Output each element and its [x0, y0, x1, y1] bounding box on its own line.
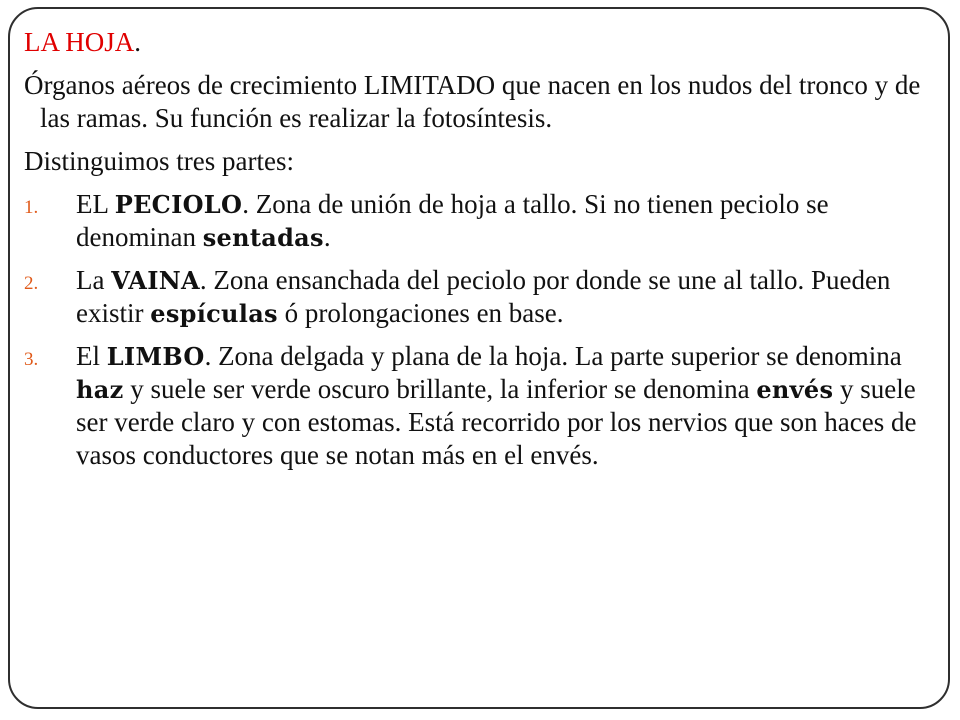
item-term: haz [76, 375, 124, 404]
intro-paragraph: Órganos aéreos de crecimiento LIMITADO que nacen en los nudos del tronco y de las ramas. Su función es realizar la fotosíntesis. [24, 70, 921, 133]
title-text: LA HOJA [24, 27, 135, 57]
item-text-mid: y suele ser verde oscuro brillante, la inferior se denomina [123, 374, 757, 404]
item-text-pre: El [76, 341, 107, 371]
list-number: 3. [24, 349, 39, 370]
parts-heading: Distinguimos tres partes: [24, 146, 294, 176]
item-term: PECIOLO [114, 190, 243, 219]
item-text-end: . [323, 222, 331, 252]
item-term: sentadas [202, 223, 324, 252]
item-term: espículas [150, 299, 278, 328]
list-item-vaina [24, 264, 924, 330]
list-number: 2. [24, 273, 39, 294]
title-period: . [134, 27, 142, 57]
item-term: envés [756, 375, 834, 404]
item-text-mid: . Zona delgada y plana de la hoja. La parte superior se denomina [204, 341, 902, 371]
item-text-mid: . Zona ensanchada del peciolo por donde se une al tallo. Pueden existir [76, 265, 891, 328]
slide-title [24, 26, 924, 59]
item-term: LIMBO [106, 342, 205, 371]
parts-list [24, 188, 924, 472]
list-number: 1. [24, 197, 39, 218]
item-term: VAINA [111, 266, 200, 295]
item-text-end: y suele ser verde claro y con estomas. Está recorrido por los nervios que son haces de vasos conductores que se notan más en el envés. [76, 374, 917, 470]
item-text-end: ó prolongaciones en base. [277, 298, 564, 328]
item-text-pre: EL [76, 189, 115, 219]
list-item-peciolo [24, 188, 924, 254]
item-text-mid: . Zona de unión de hoja a tallo. Si no tienen peciolo se denominan [76, 189, 829, 252]
list-item-limbo [24, 340, 924, 472]
slide-content [24, 26, 924, 482]
item-text-pre: La [76, 265, 112, 295]
